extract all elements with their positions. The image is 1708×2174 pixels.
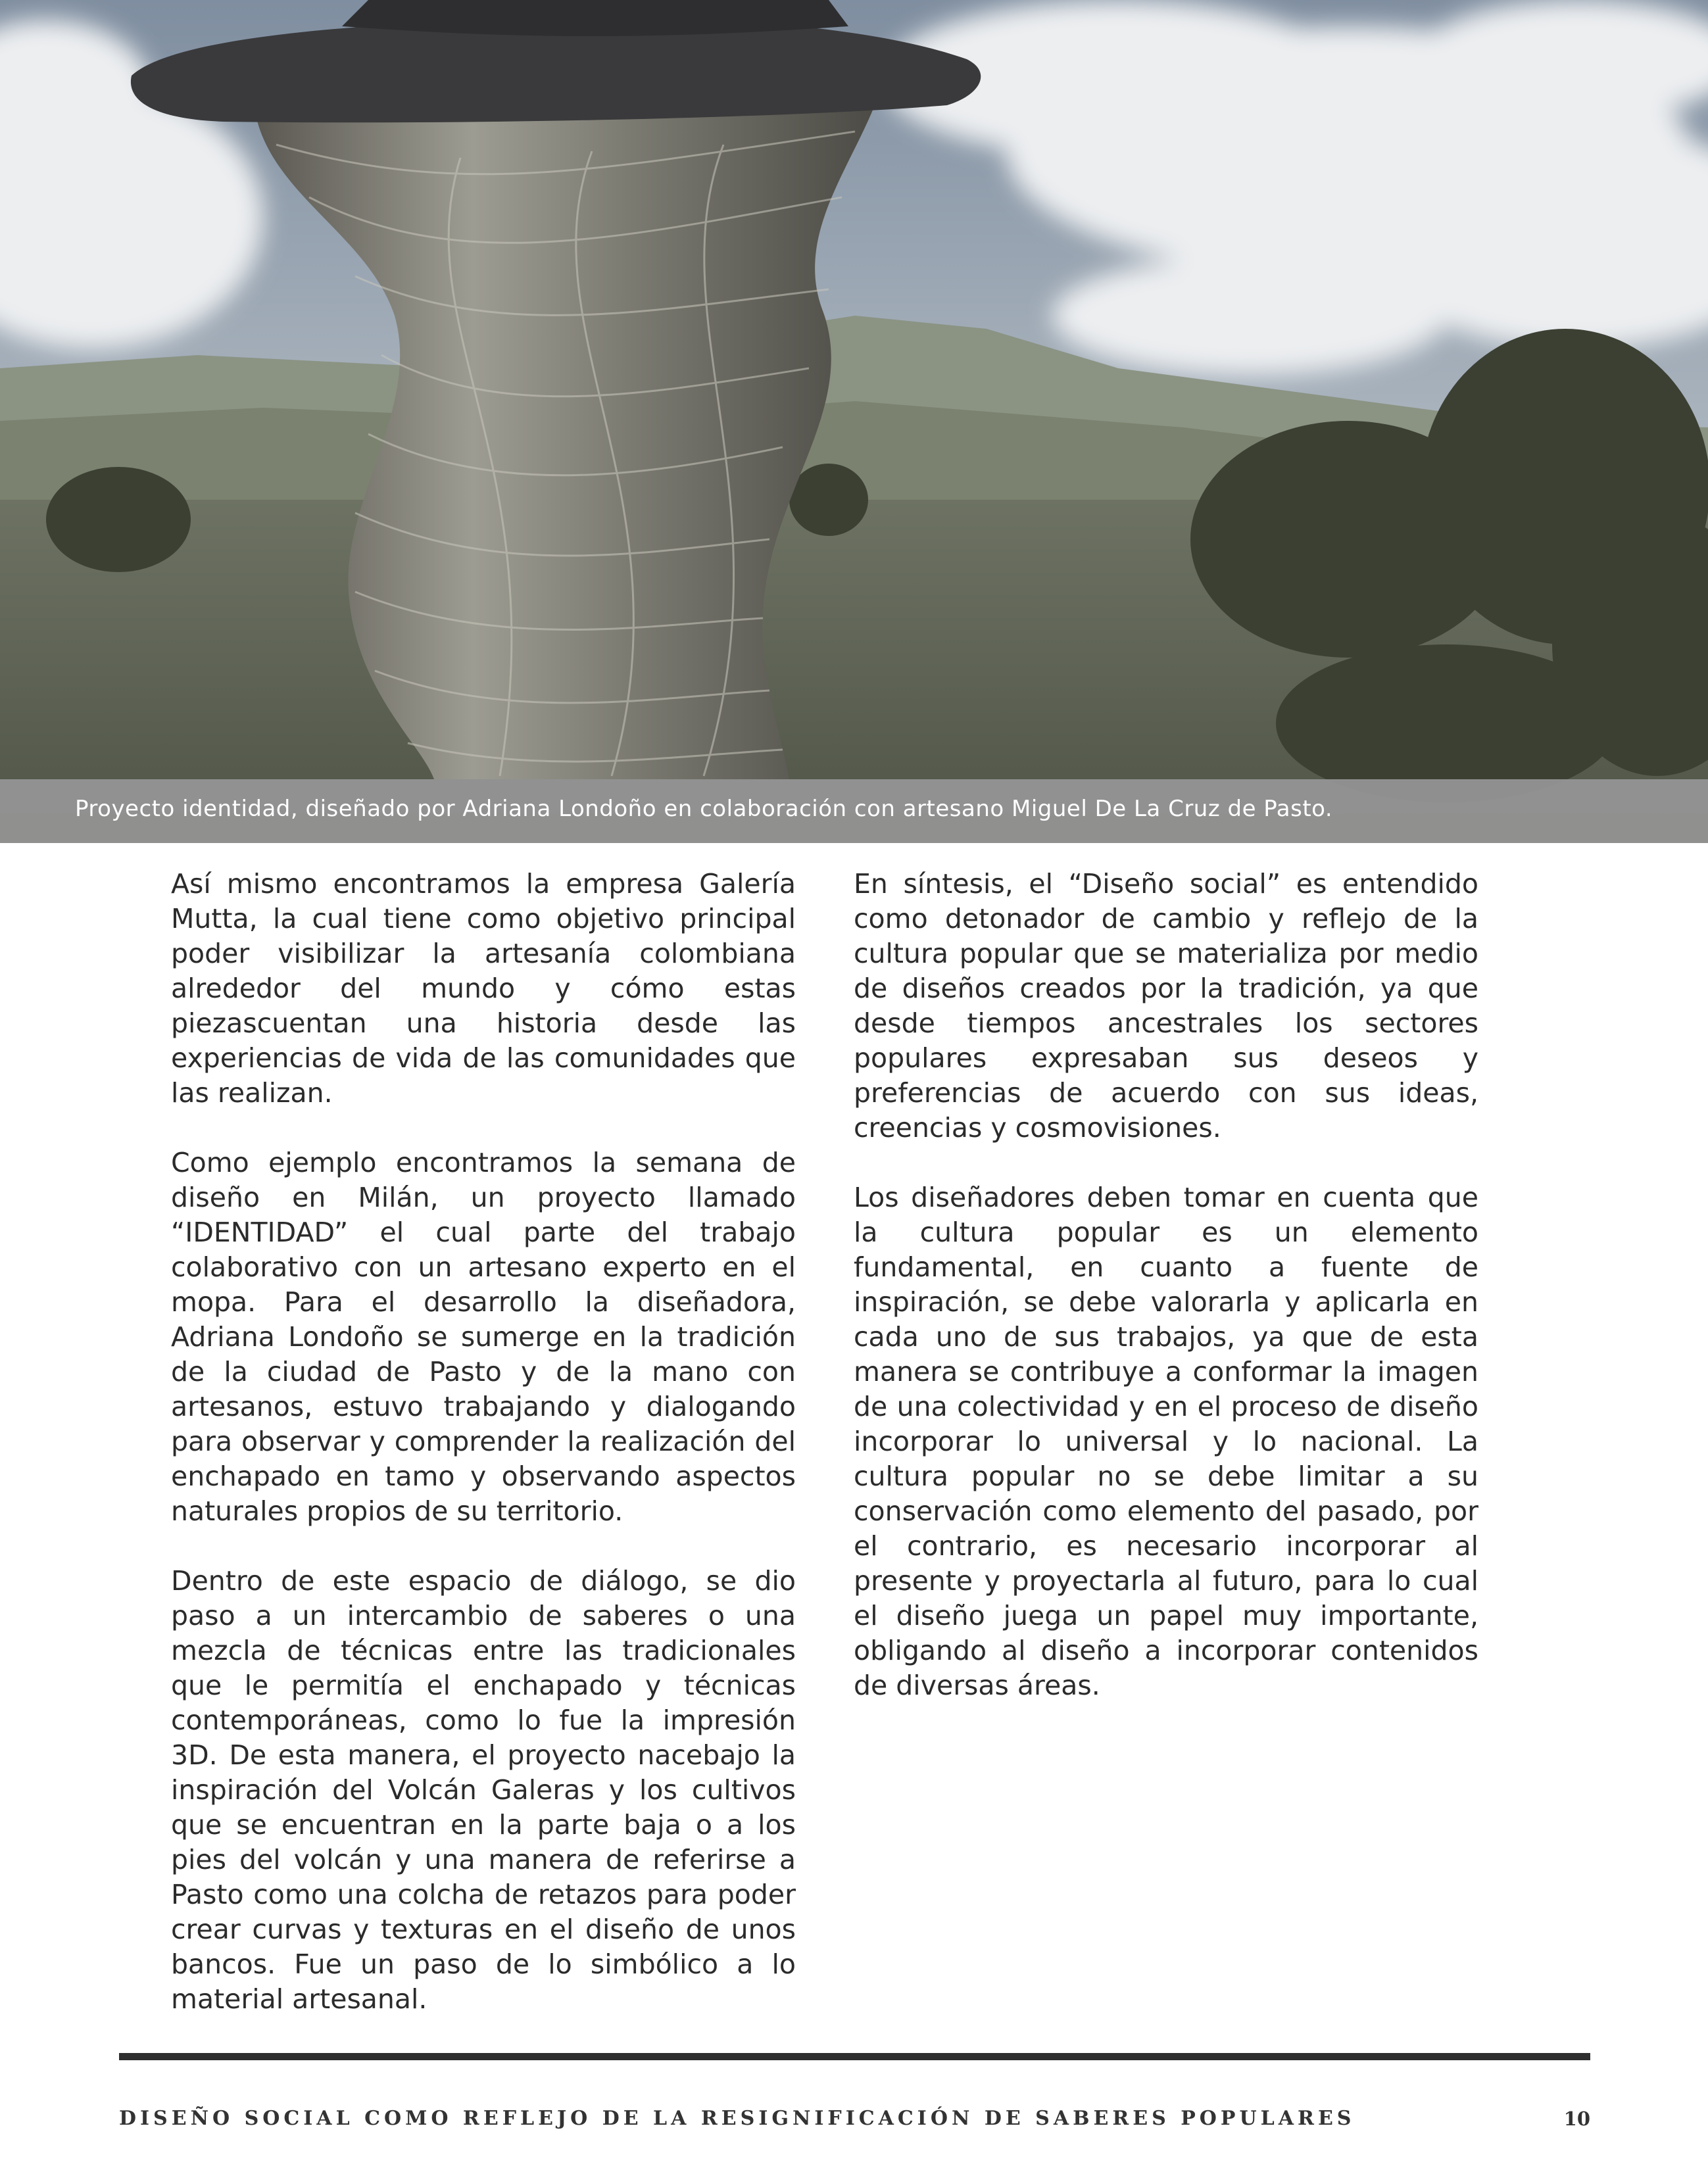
footer-divider — [119, 2053, 1590, 2060]
left-paragraph-2: Como ejemplo encontramos la semana de diseño en Milán, un proyecto llamado “IDENTIDAD” el cual parte del trabajo colaborativo con un artesano experto en el mopa. Para el desarrollo la diseñadora, Adriana Londoño se sumerge en la tradición de la ciudad de Pasto y de la mano con artesanos, estuvo trabajando y dialogando para observar y comprender la realización del enchapado en tamo y observando aspectos naturales propios de su territorio. — [171, 1147, 796, 1527]
right-paragraph-1: En síntesis, el “Diseño social” es entendido como detonador de cambio y reflejo de la cultura popular que se materializa por medio de diseños creados por la tradición, ya que desde tiempos ancestrales los sectores populares expresaban sus deseos y preferencias de acuerdo con sus ideas, creencias y cosmovisiones. — [854, 868, 1478, 1144]
image-caption: Proyecto identidad, diseñado por Adriana Londoño en colaboración con artesano Miguel De La Cruz de Pasto. — [75, 796, 1333, 822]
footer-title: DISEÑO SOCIAL COMO REFLEJO DE LA RESIGNIFICACIÓN DE SABERES POPULARES — [119, 2107, 1355, 2130]
left-column — [171, 867, 796, 2052]
hero-image — [0, 0, 1708, 843]
right-paragraph-2: Los diseñadores deben tomar en cuenta que la cultura popular es un elemento fundamental, en cuanto a fuente de inspiración, se debe valorarla y aplicarla en cada uno de sus trabajos, ya que de esta manera se contribuye a conformar la imagen de una colectividad y en el proceso de diseño incorporar lo universal y lo nacional. La cultura popular no se debe limitar a su conservación como elemento del pasado, por el contrario, es necesario incorporar al presente y proyectarla al futuro, para lo cual el diseño juega un papel muy importante, obligando al diseño a incorporar contenidos de diversas áreas. — [854, 1182, 1478, 1701]
left-paragraph-3: Dentro de este espacio de diálogo, se dio paso a un intercambio de saberes o una mezcla de técnicas entre las tradicionales que le permitía el enchapado y técnicas contemporáneas, como lo fue la impresión 3D. De esta manera, el proyecto nacebajo la inspiración del Volcán Galeras y los cultivos que se encuentran en la parte baja o a los pies del volcán y una manera de referirse a Pasto como una colcha de retazos para poder crear curvas y texturas en el diseño de unos bancos. Fue un paso de lo simbólico a lo material artesanal. — [171, 1565, 796, 2015]
page-number: 10 — [1563, 2108, 1590, 2130]
sculpture-landscape-photo — [0, 0, 1708, 843]
left-paragraph-1: Así mismo encontramos la empresa Galería Mutta, la cual tiene como objetivo principal poder visibilizar la artesanía colombiana alrededor del mundo y cómo estas piezascuentan una historia desde las experiencias de vida de las comunidades que las realizan. — [171, 868, 796, 1109]
right-column — [854, 867, 1478, 1738]
